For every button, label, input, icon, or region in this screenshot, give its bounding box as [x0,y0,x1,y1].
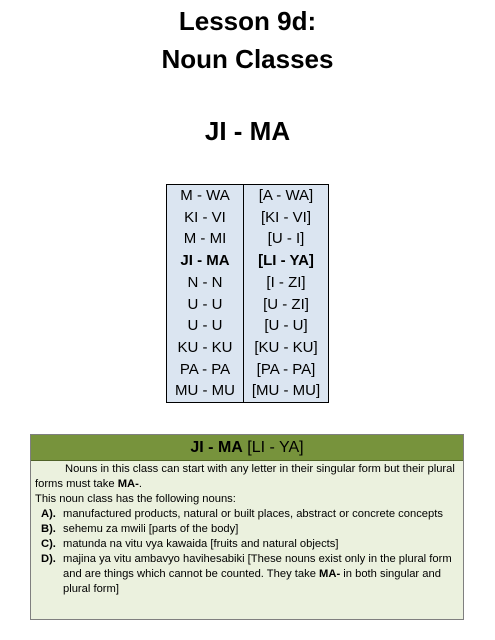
info-box-body [35,462,461,597]
class-agreement: [U - U] [264,317,308,335]
class-agreement: [A - WA] [258,187,314,204]
noun-class-table [166,184,329,403]
list-item-text: majina ya vitu ambavyo havihesabiki [These nouns exist only in the plural form and are things which cannot be counted. They take [63,553,452,580]
intro-paragraph [35,462,461,492]
class-agreement: [U - I] [267,230,305,248]
list-item-prefix: MA- [319,568,341,580]
list-marker: C). [41,538,56,550]
class-prefix: KU - KU [177,338,233,356]
intro-prefix: MA- [117,478,139,490]
list-marker: B). [41,523,56,535]
info-box-title-bold: JI - MA [190,439,243,456]
class-prefix: U - U [187,317,223,335]
list-item [35,537,461,552]
lesson-title: Lesson 9d: [178,6,317,36]
class-row [167,359,328,381]
list-item [35,522,461,537]
class-row [167,315,328,337]
class-heading: JI - MA [204,116,291,146]
list-item-text: sehemu za mwili [parts of the body] [63,523,239,535]
class-info-box [30,434,464,620]
info-box-header [31,435,463,461]
list-item-text: matunda na vitu vya kawaida [fruits and natural objects] [63,538,339,550]
intro-text: Nouns in this class can start with any letter in their singular form but their plural forms must take [35,463,455,490]
class-prefix: KI - VI [184,208,226,226]
class-row [167,185,328,207]
list-intro: This noun class has the following nouns: [35,493,236,505]
lesson-subtitle: Noun Classes [161,44,334,74]
class-row [167,337,328,359]
class-agreement: [PA - PA] [256,360,316,378]
class-prefix: M - WA [180,187,230,204]
list-item [35,507,461,522]
class-prefix: M - MI [183,230,227,248]
class-agreement: [U - ZI] [263,295,309,313]
class-prefix: JI - MA [180,252,230,270]
list-item-text: manufactured products, natural or built places, abstract or concrete concepts [63,508,443,520]
class-agreement: [I - ZI] [266,273,306,291]
class-agreement: [KI - VI] [260,208,311,226]
class-prefix: U - U [187,295,223,313]
list-item [35,552,461,597]
class-row [167,380,328,402]
class-row [167,250,328,272]
intro-end: . [138,478,142,490]
list-marker: A). [41,508,56,520]
class-agreement: [LI - YA] [258,252,314,270]
class-prefix: N - N [187,273,223,291]
class-prefix: MU - MU [175,382,235,400]
class-agreement: [MU - MU] [251,382,321,400]
list-marker: D). [41,553,56,565]
class-row [167,294,328,316]
class-prefix: PA - PA [179,360,231,378]
list-item-text-end: in both singular and plural form] [63,568,441,595]
class-row [167,207,328,229]
info-box-title-rest: [LI - YA] [242,439,304,456]
class-row [167,228,328,250]
class-row [167,272,328,294]
noun-list [35,507,461,597]
class-agreement: [KU - KU] [254,338,318,356]
